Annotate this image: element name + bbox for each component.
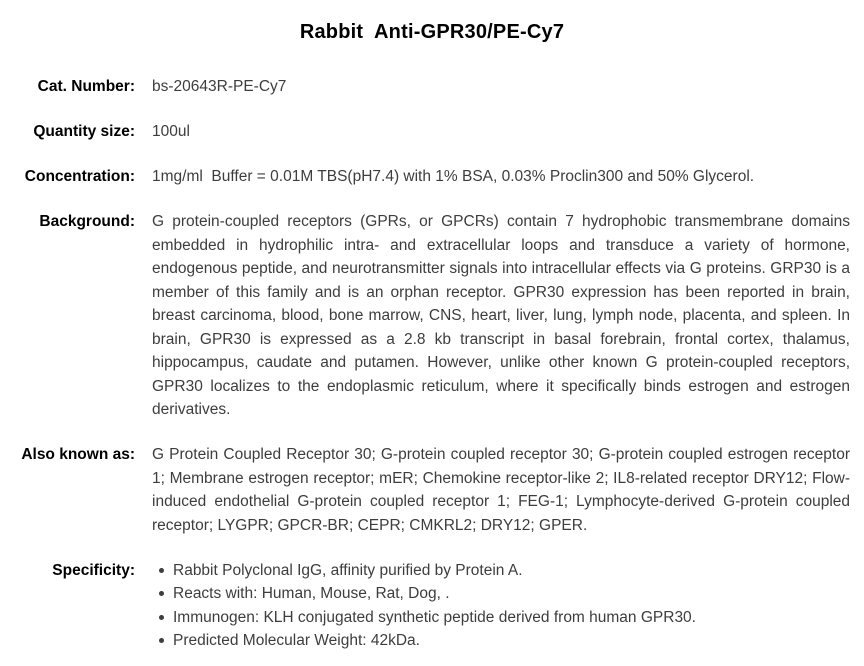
quantity-size-value: 100ul [152, 123, 190, 140]
specificity-bullet-item: Reacts with: Human, Mouse, Rat, Dog, . [152, 582, 850, 606]
also-known-as-value: G Protein Coupled Receptor 30; G-protein coupled receptor 30; G-protein coupled estrogen receptor 1; Membrane estrogen receptor; mER; Chemokine receptor-like 2; IL8-related receptor DRY12; Flow-induced endothelial G-protein coupled receptor 1; FEG-1; Lymphocyte-derived G-protein coupled receptor; LYGPR; GPCR-BR; CEPR; CMKRL2; DRY12; GPER. [152, 446, 850, 534]
field-row-concentration [0, 165, 864, 189]
specificity-bullet-list [152, 559, 850, 653]
concentration-value: 1mg/ml Buffer = 0.01M TBS(pH7.4) with 1% BSA, 0.03% Proclin300 and 50% Glycerol. [152, 168, 755, 185]
field-row-cat-number [0, 75, 864, 99]
field-row-specificity [0, 559, 864, 653]
field-row-also-known-as [0, 443, 864, 537]
concentration-label: Concentration: [24, 168, 135, 185]
field-row-quantity-size [0, 120, 864, 144]
specificity-label: Specificity: [52, 561, 135, 579]
cat-number-label: Cat. Number: [37, 78, 135, 95]
specificity-bullet-item: Predicted Molecular Weight: 42kDa. [152, 629, 850, 653]
background-value: G protein-coupled receptors (GPRs, or GPCRs) contain 7 hydrophobic transmembrane domains embedded in hydrophilic intra- and extracellular loops and transduce a variety of hormone, endogenous peptide, and neurotransmitter signals into intracellular effects via G proteins. GRP30 is a member of this family and is an orphan receptor. GPR30 expression has been reported in brain, breast carcinoma, blood, bone marrow, CNS, heart, liver, lung, lymph node, placenta, and spleen. In brain, GPR30 is expressed as a 2.8 kb transcript in basal forebrain, frontal cortex, thalamus, hippocampus, caudate and putamen. However, unlike other known G protein-coupled receptors, GPR30 localizes to the endoplasmic reticulum, where it specifically binds estrogen and estrogen derivatives. [152, 213, 850, 418]
specificity-value [152, 559, 850, 653]
specificity-bullet-item: Rabbit Polyclonal IgG, affinity purified by Protein A. [152, 559, 850, 583]
background-label: Background: [39, 213, 135, 230]
page-title: Rabbit Anti-GPR30/PE-Cy7 [299, 21, 565, 43]
specificity-bullet-item: Immunogen: KLH conjugated synthetic peptide derived from human GPR30. [152, 606, 850, 630]
also-known-as-label: Also known as: [21, 446, 135, 463]
field-row-background [0, 210, 864, 422]
quantity-size-label: Quantity size: [33, 123, 135, 140]
cat-number-value: bs-20643R-PE-Cy7 [152, 78, 287, 95]
